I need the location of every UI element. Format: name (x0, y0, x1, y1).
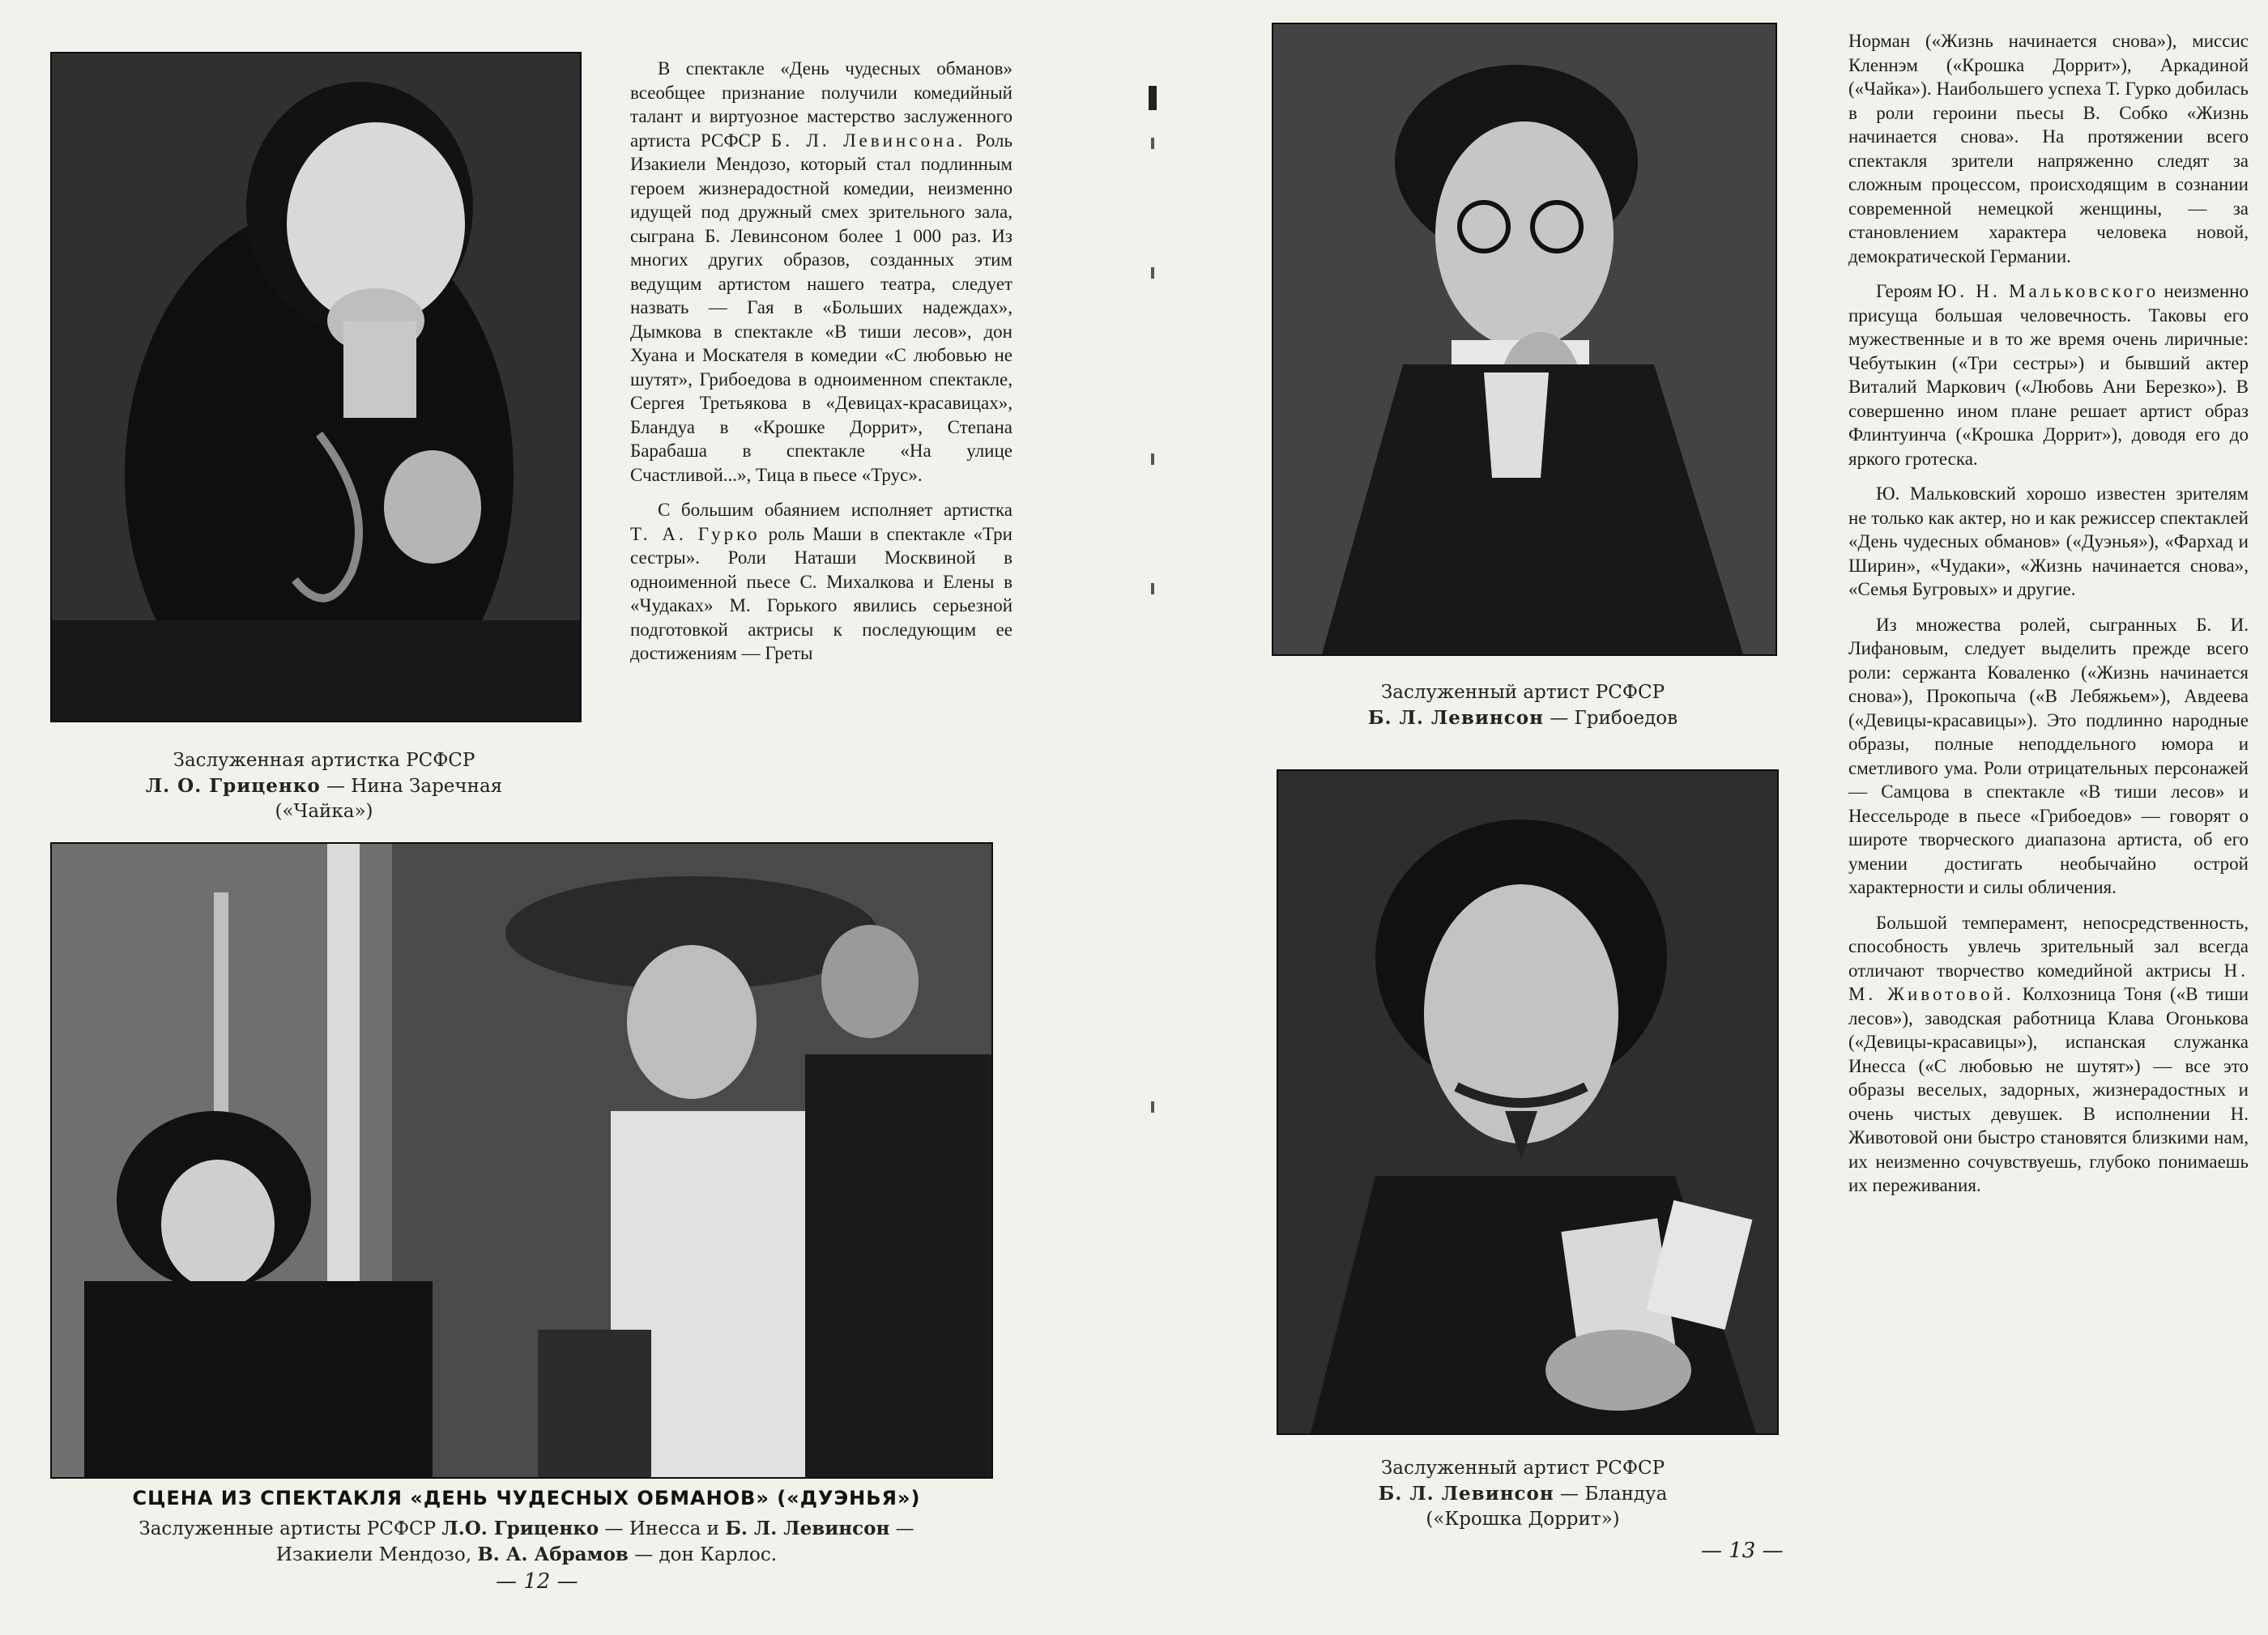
caption-actor-name: Б. Л. Левинсон (1367, 707, 1544, 729)
caption-title: Заслуженный артист РСФСР (1380, 1458, 1665, 1479)
photo-levinson-griboedov (1272, 23, 1777, 656)
paragraph-5: Большой темперамент, непосредственность, способность увлечь зрительный зал всегда отличают творчество комедийной актрисы Н. М. Животовой. Колхозница Тоня («В тиши лесов»), заводская работница Клава Огонькова («Девицы-красавицы»), испанская служанка Инесса («С любовью не шутят») — все это образы веселых, задорных, жизнерадостных и очень чистых девушек. В исполнении Н. Животовой они быстро становятся близкими нам, их неизменно сочувствуешь, глубоко понимаешь их переживания. (1848, 912, 2249, 1195)
caption-title: Заслуженная артистка РСФСР (173, 750, 475, 771)
paragraph-4: Из множества ролей, сыгранных Б. И. Лифановым, следует выделить прежде всего роли: сержанта Коваленко («Жизнь начинается снова»), Прокопыча («В Лебяжьем»), Авдеева («Девицы-красавицы»). Это подлинно народные образы, полные неподдельного юмора и сметливого ума. Роли отрицательных персонажей — Самцова в спектакле «В тиши лесов» и Нессельроде в пьесе «Грибоедов» — говорят о широте творческого диапазона артиста, об его умении достигать необычайно острой характерности и силы обличения. (1848, 614, 2249, 897)
page-number-right: — 13 — (1701, 1539, 1784, 1563)
photo-scene-duenya (50, 842, 993, 1479)
caption-role: — Нина Заречная (320, 776, 503, 797)
page-number-left: — 12 — (496, 1569, 578, 1594)
scene-actor-abramov: В. А. Абрамов (477, 1543, 629, 1565)
caption-role: — Грибоедов (1543, 708, 1678, 729)
scene-caption-line-1: Заслуженные артисты РСФСР Л.О. Гриценко — Инесса и Б. Л. Левинсон — (139, 1518, 914, 1539)
scene-caption-line-2: Изакиели Мендозо, В. А. Абрамов — дон Карлос. (275, 1543, 778, 1565)
caption-actor-name: Б. Л. Левинсон (1378, 1483, 1554, 1505)
left-text-column (630, 57, 1013, 815)
photo-gritsenko-zarechnaya (50, 52, 582, 722)
photo-caption-blandua (1264, 1456, 1782, 1532)
caption-title: Заслуженный артист РСФСР (1380, 682, 1665, 703)
paragraph-3: Ю. Мальковский хорошо известен зрителям не только как актер, но и как режиссер спектаклей «День чудесных обманов» («Дуэнья»), «Фархад и Ширин», «Чудаки», «Жизнь начинается снова», «Семья Бугровых» и другие. (1848, 483, 2249, 599)
caption-name-line (1264, 705, 1782, 731)
caption-role: — Бландуа (1554, 1484, 1668, 1505)
paragraph-2: С большим обаянием исполняет артистка Т. А. Гурко роль Маши в спектакле «Три сестры». Роли Наташи Москвиной в одноименной пьесе С. Михалкова и Елены в «Чудаках» М. Горького явились серьезной подготовкой актрисы к последующим ее достижениям — Греты (630, 500, 1013, 663)
paragraph-2: Героям Ю. Н. Мальковского неизменно присуща большая человечность. Таковы его мужественные и в то же время очень лиричные: Чебутыкин («Три сестры») и бывший актер Виталий Маркович («Любовь Ани Березко»). В совершенно ином плане решает артист образ Флинтуинча («Крошка Доррит»), доводя его до яркого гротеска. (1848, 281, 2249, 469)
scene-actor-levinson: Б. Л. Левинсон (725, 1518, 890, 1539)
caption-play: («Чайка») (275, 801, 373, 822)
photo-levinson-blandua (1277, 769, 1779, 1435)
caption-name-line (1264, 1481, 1782, 1507)
right-page (1134, 0, 2268, 1635)
right-text-column (1848, 29, 2249, 1527)
name-malkovsky: Ю. Н. Мальковского (1937, 281, 2159, 301)
caption-play: («Крошка Доррит») (1426, 1509, 1620, 1530)
caption-actor-name: Л. О. Гриценко (145, 775, 321, 797)
name-zhivotova: Н. М. Животовой. (1848, 960, 2249, 1004)
photo-caption-griboedov (1264, 680, 1782, 731)
name-levinson: Б. Л. Левинсона. (771, 130, 966, 151)
scene-title: СЦЕНА ИЗ СПЕКТАКЛЯ «ДЕНЬ ЧУДЕСНЫХ ОБМАНОВ» («ДУЭНЬЯ») (132, 1487, 921, 1509)
photo-caption-gritsenko (97, 748, 551, 824)
paragraph-1: Норман («Жизнь начинается снова»), миссис Кленнэм («Крошка Доррит»), Аркадиной («Чайка»). Наибольшего успеха Т. Гурко добилась в роли героини пьесы В. Собко «Жизнь начинается снова». На протяжении всего спектакля зрители напряженно следят за сложным процессом, происходящим в сознании современной немецкой женщины, — за становлением характера человека новой, демократической Германии. (1848, 31, 2249, 266)
name-gurko: Т. А. Гурко (630, 523, 761, 544)
caption-name-line (97, 773, 551, 799)
scene-actor-gritsenko: Л.О. Гриценко (441, 1518, 599, 1539)
paragraph-1: В спектакле «День чудесных обманов» всеобщее признание получили комедийный талант и виртуозное мастерство заслуженного артиста РСФСР Б. Л. Левинсона. Роль Изакиели Мендозо, который стал подлинным героем жизнерадостной комедии, неизменно идущей под дружный смех зрительного зала, сыграна Б. Левинсоном более 1 000 раз. Из многих других образов, созданных этим ведущим артистом нашего театра, следует назвать — Гая в «Больших надеждах», Дымкова в спектакле «В тиши лесов», дон Хуана и Москателя в комедии «С любовью не шутят», Грибоедова в одноименном спектакле, Сергея Третьякова в «Девицах-красавицах», Бландуа в «Крошке Доррит», Степана Барабаша в спектакле «На улице Счастливой...», Тица в пьесе «Трус». (630, 58, 1013, 485)
name-lifanov: Б. И. Лифановым, (1848, 614, 2249, 658)
scene-caption (49, 1516, 1004, 1568)
